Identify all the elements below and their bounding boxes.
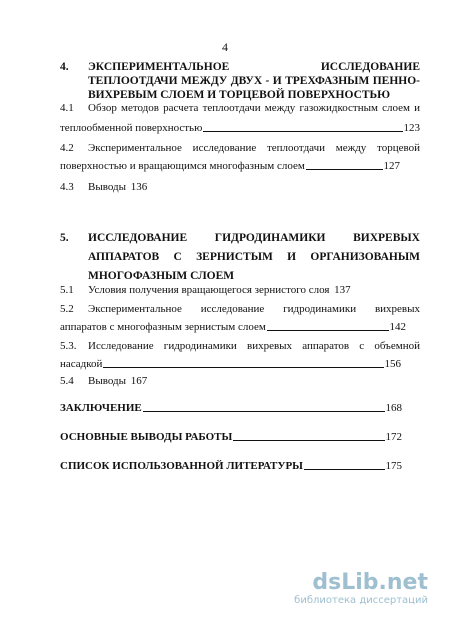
section-number: 4. bbox=[60, 61, 69, 73]
entry-page: 136 bbox=[130, 181, 148, 193]
watermark-logo: dsLib.net bbox=[312, 570, 428, 595]
entry-page: 137 bbox=[334, 284, 351, 296]
toc-entry-5-1[interactable] bbox=[60, 283, 420, 297]
leader-line bbox=[143, 411, 385, 412]
entry-page: 123 bbox=[403, 122, 420, 134]
entry-title: ОСНОВНЫЕ ВЫВОДЫ РАБОТЫ bbox=[60, 431, 233, 443]
entry-title-line1: Экспериментальное исследование теплоотдачи между торцевой bbox=[88, 142, 420, 154]
section-5-heading bbox=[60, 229, 420, 286]
entry-page: 156 bbox=[384, 358, 401, 370]
entry-title: Выводы bbox=[88, 181, 127, 193]
section-title: ИССЛЕДОВАНИЕ ГИДРОДИНАМИКИ ВИХРЕВЫХ АППАРАТОВ С ЗЕРНИСТЫМ И ОРГАНИЗОВАНЫМ МНОГОФАЗНЫМ СЛОЕМ bbox=[88, 232, 420, 282]
entry-leader-line bbox=[60, 159, 400, 173]
section-title: ЭКСПЕРИМЕНТАЛЬНОЕ ИССЛЕДОВАНИЕ ТЕПЛООТДАЧИ МЕЖДУ ДВУХ - И ТРЕХФАЗНЫМ ПЕННО-ВИХРЕВЫМ СЛОЕМ И ТОРЦЕВОЙ ПОВЕРХНОСТЬЮ bbox=[88, 61, 420, 101]
entry-number: 5.4 bbox=[60, 375, 74, 387]
entry-page: 175 bbox=[385, 460, 402, 472]
entry-number: 5.1 bbox=[60, 284, 74, 296]
toc-entry-4-3[interactable] bbox=[60, 180, 420, 194]
leader-line bbox=[233, 440, 384, 441]
entry-leader-line bbox=[60, 320, 406, 334]
entry-leader-line bbox=[88, 283, 403, 297]
entry-title-line2: поверхностью и вращающимся многофазным слоем bbox=[60, 160, 305, 172]
toc-entry-references[interactable] bbox=[60, 459, 402, 473]
entry-number: 4.2 bbox=[60, 142, 74, 154]
entry-title-line2: теплообменной поверхностью bbox=[60, 122, 203, 134]
toc-entry-5-2[interactable] bbox=[60, 302, 420, 334]
toc-entry-conclusion[interactable] bbox=[60, 401, 402, 415]
section-number: 5. bbox=[60, 232, 69, 244]
entry-leader-line bbox=[60, 121, 420, 135]
entry-title: ЗАКЛЮЧЕНИЕ bbox=[60, 402, 142, 414]
entry-title: СПИСОК ИСПОЛЬЗОВАННОЙ ЛИТЕРАТУРЫ bbox=[60, 460, 303, 472]
toc-entry-main-findings[interactable] bbox=[60, 430, 402, 444]
entry-page: 167 bbox=[130, 375, 148, 387]
toc-entry-4-2[interactable] bbox=[60, 141, 420, 173]
entry-title-line2: аппаратов с многофазным зернистым слоем bbox=[60, 321, 266, 333]
leader-line bbox=[103, 367, 383, 368]
entry-leader-line bbox=[60, 357, 401, 371]
entry-title: Условия получения вращающегося зернистого слоя bbox=[88, 284, 330, 296]
toc-entry-5-4[interactable] bbox=[60, 374, 420, 388]
entry-page: 142 bbox=[389, 321, 406, 333]
leader-line bbox=[203, 131, 402, 132]
entry-leader-line bbox=[88, 180, 401, 194]
entry-page: 127 bbox=[383, 160, 400, 172]
watermark-subtitle: библиотека диссертаций bbox=[294, 595, 428, 606]
entry-title-line2: насадкой bbox=[60, 358, 103, 370]
entry-leader-line bbox=[88, 374, 401, 388]
entry-page: 168 bbox=[385, 402, 402, 414]
toc-entry-5-3[interactable] bbox=[60, 339, 420, 371]
entry-title-line1: Исследование гидродинамики вихревых аппаратов с объемной bbox=[88, 340, 420, 352]
leader-line bbox=[267, 330, 389, 331]
entry-title-line1: Экспериментальное исследование гидродинамики вихревых bbox=[88, 303, 420, 315]
leader-line bbox=[306, 169, 383, 170]
entry-title: Выводы bbox=[88, 375, 127, 387]
section-4-heading bbox=[60, 60, 420, 102]
page-number: 4 bbox=[222, 40, 228, 54]
entry-number: 5.2 bbox=[60, 303, 74, 315]
entry-title-line1: Обзор методов расчета теплоотдачи между газожидкостным слоем и bbox=[88, 102, 420, 114]
entry-number: 5.3. bbox=[60, 340, 77, 352]
toc-entry-4-1[interactable] bbox=[60, 101, 420, 135]
entry-page: 172 bbox=[385, 431, 402, 443]
entry-number: 4.1 bbox=[60, 102, 74, 114]
leader-line bbox=[304, 469, 385, 470]
entry-number: 4.3 bbox=[60, 181, 74, 193]
watermark bbox=[294, 570, 428, 606]
